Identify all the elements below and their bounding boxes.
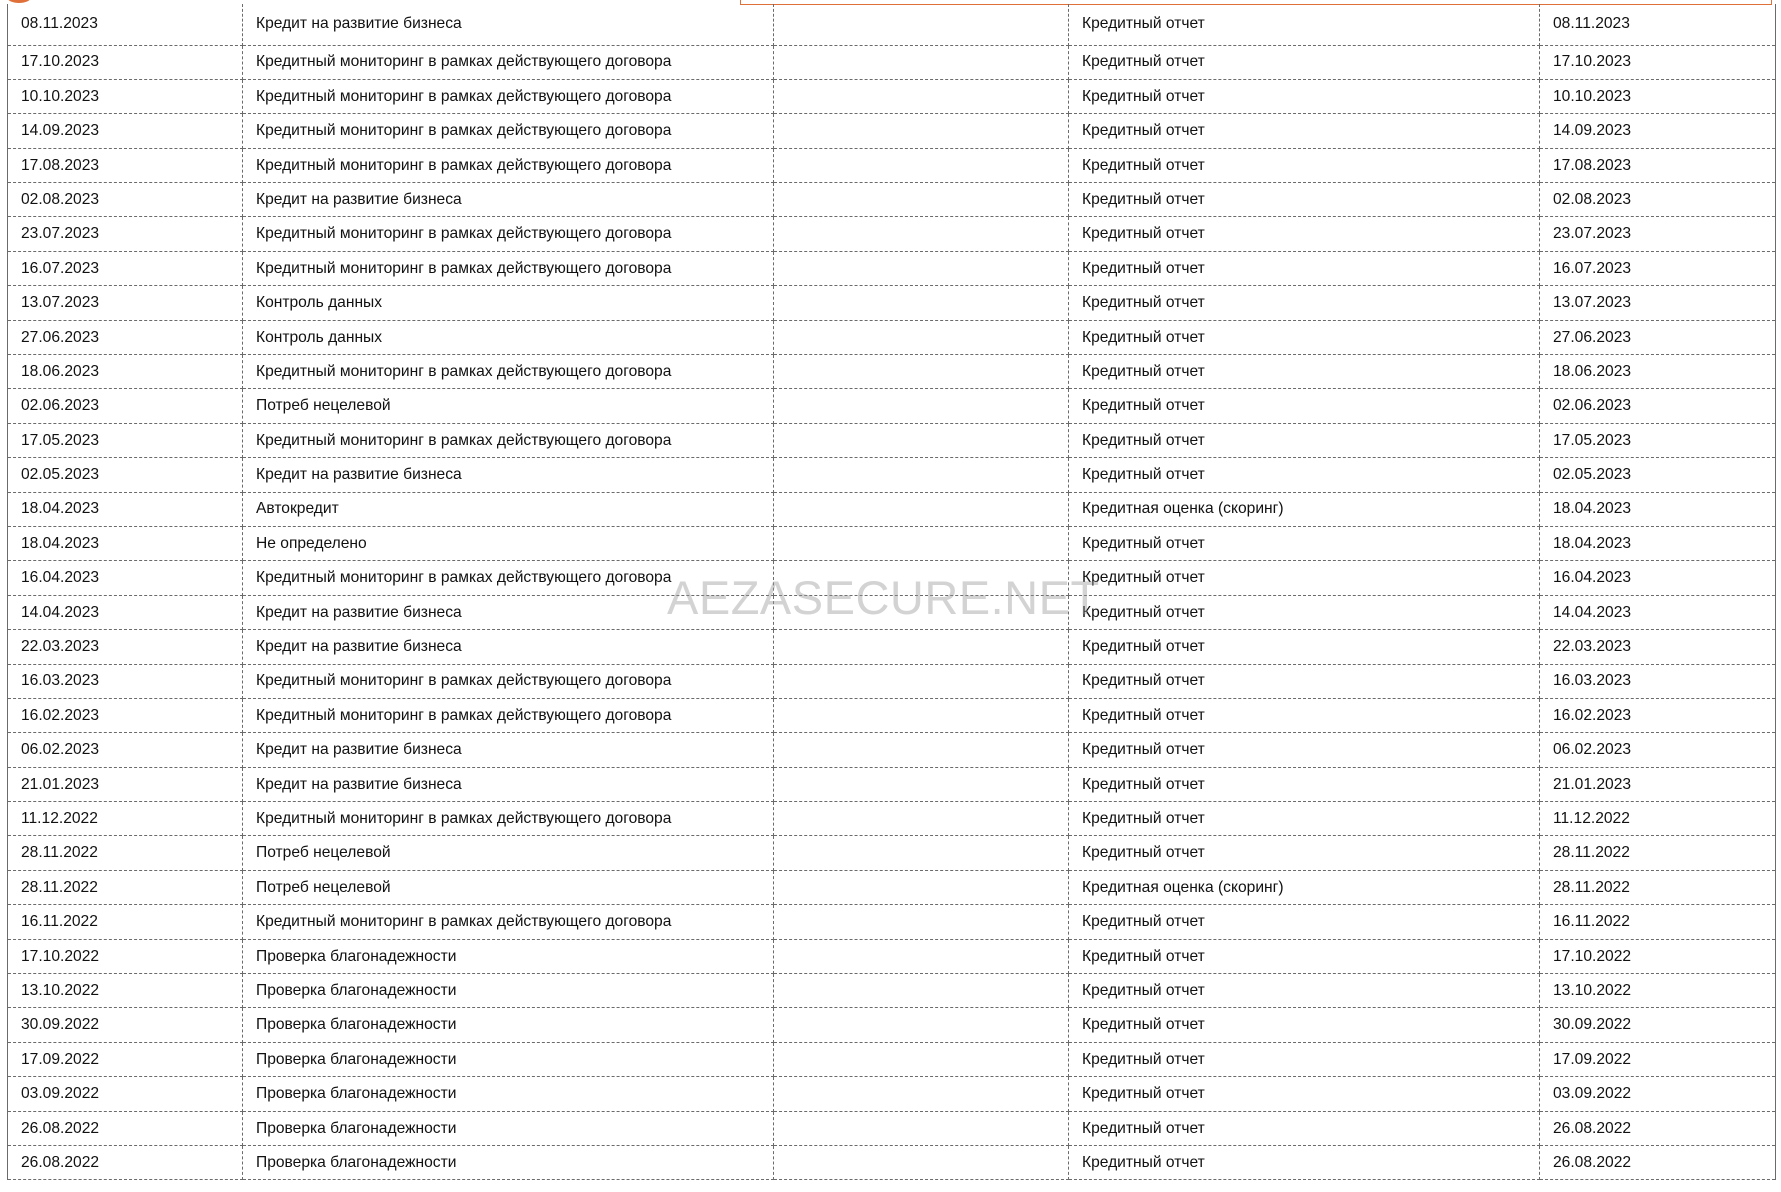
report-type-cell: Кредитный отчет (1069, 939, 1540, 973)
inquiry-extra-cell (774, 79, 1069, 113)
table-row (8, 870, 1776, 904)
report-date-cell: 17.05.2023 (1540, 423, 1776, 457)
inquiry-date-cell: 17.05.2023 (8, 423, 243, 457)
report-type-cell: Кредитный отчет (1069, 183, 1540, 217)
report-type-cell: Кредитный отчет (1069, 905, 1540, 939)
inquiry-purpose-cell: Кредитный мониторинг в рамках действующего договора (243, 802, 774, 836)
inquiry-extra-cell (774, 595, 1069, 629)
report-type-cell: Кредитный отчет (1069, 320, 1540, 354)
inquiry-date-cell: 16.02.2023 (8, 698, 243, 732)
inquiry-extra-cell (774, 45, 1069, 79)
inquiry-extra-cell (774, 458, 1069, 492)
table-row (8, 355, 1776, 389)
inquiry-extra-cell (774, 733, 1069, 767)
inquiry-purpose-cell: Кредитный мониторинг в рамках действующего договора (243, 664, 774, 698)
table-row (8, 630, 1776, 664)
report-type-cell: Кредитный отчет (1069, 802, 1540, 836)
inquiry-extra-cell (774, 664, 1069, 698)
inquiry-purpose-cell: Кредитный мониторинг в рамках действующего договора (243, 423, 774, 457)
table-row (8, 183, 1776, 217)
inquiry-extra-cell (774, 217, 1069, 251)
report-type-cell: Кредитный отчет (1069, 698, 1540, 732)
report-date-cell: 17.09.2022 (1540, 1042, 1776, 1076)
table-row (8, 561, 1776, 595)
inquiry-date-cell: 10.10.2023 (8, 79, 243, 113)
inquiry-extra-cell (774, 836, 1069, 870)
inquiry-purpose-cell: Кредит на развитие бизнеса (243, 733, 774, 767)
inquiry-purpose-cell: Потреб нецелевой (243, 870, 774, 904)
corner-decoration (8, 0, 30, 3)
inquiry-date-cell: 28.11.2022 (8, 836, 243, 870)
table-row (8, 939, 1776, 973)
report-date-cell: 02.08.2023 (1540, 183, 1776, 217)
table-row (8, 286, 1776, 320)
inquiry-date-cell: 28.11.2022 (8, 870, 243, 904)
report-type-cell: Кредитный отчет (1069, 1042, 1540, 1076)
table-row (8, 45, 1776, 79)
report-type-cell: Кредитный отчет (1069, 1008, 1540, 1042)
report-type-cell: Кредитный отчет (1069, 355, 1540, 389)
report-type-cell: Кредитный отчет (1069, 1146, 1540, 1180)
inquiry-purpose-cell: Кредитный мониторинг в рамках действующего договора (243, 561, 774, 595)
inquiry-date-cell: 16.04.2023 (8, 561, 243, 595)
inquiry-extra-cell (774, 767, 1069, 801)
inquiry-extra-cell (774, 355, 1069, 389)
report-type-cell: Кредитный отчет (1069, 526, 1540, 560)
report-date-cell: 16.02.2023 (1540, 698, 1776, 732)
inquiry-extra-cell (774, 1111, 1069, 1145)
inquiry-date-cell: 08.11.2023 (8, 4, 243, 45)
inquiry-extra-cell (774, 4, 1069, 45)
table-row (8, 733, 1776, 767)
report-date-cell: 16.07.2023 (1540, 251, 1776, 285)
inquiry-date-cell: 02.06.2023 (8, 389, 243, 423)
report-date-cell: 18.04.2023 (1540, 526, 1776, 560)
report-type-cell: Кредитный отчет (1069, 217, 1540, 251)
inquiry-extra-cell (774, 905, 1069, 939)
inquiry-purpose-cell: Кредитный мониторинг в рамках действующего договора (243, 251, 774, 285)
inquiry-purpose-cell: Проверка благонадежности (243, 939, 774, 973)
report-type-cell: Кредитный отчет (1069, 1111, 1540, 1145)
inquiry-date-cell: 17.10.2023 (8, 45, 243, 79)
inquiry-purpose-cell: Контроль данных (243, 286, 774, 320)
inquiry-purpose-cell: Кредитный мониторинг в рамках действующего договора (243, 148, 774, 182)
report-date-cell: 23.07.2023 (1540, 217, 1776, 251)
inquiry-date-cell: 22.03.2023 (8, 630, 243, 664)
report-type-cell: Кредитный отчет (1069, 458, 1540, 492)
table-row (8, 1077, 1776, 1111)
table-row (8, 1146, 1776, 1180)
inquiry-date-cell: 02.05.2023 (8, 458, 243, 492)
inquiry-purpose-cell: Не определено (243, 526, 774, 560)
report-type-cell: Кредитный отчет (1069, 733, 1540, 767)
table-row (8, 148, 1776, 182)
table-row (8, 79, 1776, 113)
report-date-cell: 10.10.2023 (1540, 79, 1776, 113)
inquiry-purpose-cell: Кредитный мониторинг в рамках действующего договора (243, 217, 774, 251)
report-date-cell: 18.06.2023 (1540, 355, 1776, 389)
inquiry-date-cell: 18.06.2023 (8, 355, 243, 389)
report-type-cell: Кредитный отчет (1069, 286, 1540, 320)
report-type-cell: Кредитный отчет (1069, 767, 1540, 801)
report-type-cell: Кредитный отчет (1069, 423, 1540, 457)
report-type-cell: Кредитный отчет (1069, 45, 1540, 79)
table-row (8, 4, 1776, 45)
report-date-cell: 16.04.2023 (1540, 561, 1776, 595)
table-row (8, 217, 1776, 251)
report-date-cell: 22.03.2023 (1540, 630, 1776, 664)
inquiry-purpose-cell: Потреб нецелевой (243, 389, 774, 423)
inquiry-date-cell: 14.09.2023 (8, 114, 243, 148)
table-row (8, 595, 1776, 629)
inquiry-extra-cell (774, 148, 1069, 182)
report-type-cell: Кредитный отчет (1069, 251, 1540, 285)
inquiry-date-cell: 18.04.2023 (8, 526, 243, 560)
table-row (8, 389, 1776, 423)
report-date-cell: 02.05.2023 (1540, 458, 1776, 492)
report-type-cell: Кредитный отчет (1069, 79, 1540, 113)
report-date-cell: 17.08.2023 (1540, 148, 1776, 182)
table-row (8, 698, 1776, 732)
report-date-cell: 14.04.2023 (1540, 595, 1776, 629)
report-date-cell: 27.06.2023 (1540, 320, 1776, 354)
report-type-cell: Кредитный отчет (1069, 561, 1540, 595)
table-row (8, 423, 1776, 457)
inquiry-date-cell: 23.07.2023 (8, 217, 243, 251)
report-date-cell: 17.10.2022 (1540, 939, 1776, 973)
report-type-cell: Кредитный отчет (1069, 148, 1540, 182)
report-date-cell: 28.11.2022 (1540, 870, 1776, 904)
inquiry-date-cell: 06.02.2023 (8, 733, 243, 767)
report-type-cell: Кредитный отчет (1069, 630, 1540, 664)
inquiry-date-cell: 16.11.2022 (8, 905, 243, 939)
inquiry-extra-cell (774, 114, 1069, 148)
table-row (8, 1111, 1776, 1145)
inquiry-date-cell: 21.01.2023 (8, 767, 243, 801)
table-row (8, 114, 1776, 148)
table-row (8, 251, 1776, 285)
report-type-cell: Кредитный отчет (1069, 664, 1540, 698)
inquiry-purpose-cell: Автокредит (243, 492, 774, 526)
report-date-cell: 16.03.2023 (1540, 664, 1776, 698)
report-type-cell: Кредитный отчет (1069, 595, 1540, 629)
report-date-cell: 18.04.2023 (1540, 492, 1776, 526)
report-date-cell: 26.08.2022 (1540, 1111, 1776, 1145)
table-row (8, 1008, 1776, 1042)
table-row (8, 320, 1776, 354)
inquiry-date-cell: 30.09.2022 (8, 1008, 243, 1042)
inquiry-date-cell: 16.07.2023 (8, 251, 243, 285)
inquiry-purpose-cell: Кредитный мониторинг в рамках действующего договора (243, 79, 774, 113)
inquiry-extra-cell (774, 974, 1069, 1008)
inquiry-extra-cell (774, 939, 1069, 973)
report-type-cell: Кредитный отчет (1069, 114, 1540, 148)
inquiry-purpose-cell: Кредитный мониторинг в рамках действующего договора (243, 45, 774, 79)
inquiry-date-cell: 17.09.2022 (8, 1042, 243, 1076)
inquiry-purpose-cell: Потреб нецелевой (243, 836, 774, 870)
report-type-cell: Кредитный отчет (1069, 974, 1540, 1008)
inquiry-extra-cell (774, 698, 1069, 732)
inquiry-purpose-cell: Кредит на развитие бизнеса (243, 595, 774, 629)
inquiry-extra-cell (774, 389, 1069, 423)
report-date-cell: 28.11.2022 (1540, 836, 1776, 870)
inquiry-date-cell: 16.03.2023 (8, 664, 243, 698)
inquiry-date-cell: 17.08.2023 (8, 148, 243, 182)
report-type-cell: Кредитная оценка (скоринг) (1069, 492, 1540, 526)
table-row (8, 767, 1776, 801)
inquiry-purpose-cell: Кредитный мониторинг в рамках действующего договора (243, 905, 774, 939)
inquiry-purpose-cell: Кредит на развитие бизнеса (243, 183, 774, 217)
inquiry-date-cell: 02.08.2023 (8, 183, 243, 217)
table-row (8, 458, 1776, 492)
report-date-cell: 13.07.2023 (1540, 286, 1776, 320)
inquiry-purpose-cell: Проверка благонадежности (243, 1111, 774, 1145)
inquiry-purpose-cell: Проверка благонадежности (243, 1042, 774, 1076)
table-row (8, 526, 1776, 560)
inquiry-date-cell: 18.04.2023 (8, 492, 243, 526)
report-date-cell: 17.10.2023 (1540, 45, 1776, 79)
inquiry-date-cell: 11.12.2022 (8, 802, 243, 836)
inquiry-date-cell: 13.07.2023 (8, 286, 243, 320)
inquiry-purpose-cell: Кредит на развитие бизнеса (243, 458, 774, 492)
inquiry-extra-cell (774, 320, 1069, 354)
inquiry-date-cell: 27.06.2023 (8, 320, 243, 354)
inquiry-extra-cell (774, 492, 1069, 526)
inquiry-extra-cell (774, 1042, 1069, 1076)
inquiry-purpose-cell: Кредитный мониторинг в рамках действующего договора (243, 355, 774, 389)
report-date-cell: 13.10.2022 (1540, 974, 1776, 1008)
report-date-cell: 03.09.2022 (1540, 1077, 1776, 1111)
table-row (8, 492, 1776, 526)
inquiry-extra-cell (774, 1008, 1069, 1042)
report-date-cell: 16.11.2022 (1540, 905, 1776, 939)
inquiry-extra-cell (774, 251, 1069, 285)
inquiry-extra-cell (774, 286, 1069, 320)
report-date-cell: 14.09.2023 (1540, 114, 1776, 148)
table-row (8, 905, 1776, 939)
report-type-cell: Кредитный отчет (1069, 1077, 1540, 1111)
inquiry-date-cell: 13.10.2022 (8, 974, 243, 1008)
table-row (8, 664, 1776, 698)
watermark: AEZASECURE.NET (667, 571, 1100, 624)
inquiry-purpose-cell: Контроль данных (243, 320, 774, 354)
report-type-cell: Кредитная оценка (скоринг) (1069, 870, 1540, 904)
inquiry-purpose-cell: Проверка благонадежности (243, 1008, 774, 1042)
inquiry-extra-cell (774, 183, 1069, 217)
report-date-cell: 11.12.2022 (1540, 802, 1776, 836)
table-row (8, 974, 1776, 1008)
inquiry-purpose-cell: Кредит на развитие бизнеса (243, 630, 774, 664)
inquiry-extra-cell (774, 1077, 1069, 1111)
report-date-cell: 26.08.2022 (1540, 1146, 1776, 1180)
report-type-cell: Кредитный отчет (1069, 4, 1540, 45)
inquiry-extra-cell (774, 802, 1069, 836)
inquiry-date-cell: 26.08.2022 (8, 1146, 243, 1180)
credit-inquiries-table (7, 4, 1776, 1180)
table-body (8, 4, 1776, 1180)
inquiry-extra-cell (774, 630, 1069, 664)
inquiry-extra-cell (774, 526, 1069, 560)
report-date-cell: 08.11.2023 (1540, 4, 1776, 45)
inquiry-purpose-cell: Проверка благонадежности (243, 1077, 774, 1111)
inquiry-purpose-cell: Кредитный мониторинг в рамках действующего договора (243, 114, 774, 148)
report-date-cell: 21.01.2023 (1540, 767, 1776, 801)
report-type-cell: Кредитный отчет (1069, 836, 1540, 870)
inquiry-purpose-cell: Кредит на развитие бизнеса (243, 4, 774, 45)
inquiry-purpose-cell: Проверка благонадежности (243, 974, 774, 1008)
table-row (8, 836, 1776, 870)
table-row (8, 802, 1776, 836)
inquiry-extra-cell (774, 870, 1069, 904)
inquiry-date-cell: 26.08.2022 (8, 1111, 243, 1145)
inquiry-purpose-cell: Проверка благонадежности (243, 1146, 774, 1180)
inquiry-extra-cell (774, 1146, 1069, 1180)
table-row (8, 1042, 1776, 1076)
inquiry-purpose-cell: Кредитный мониторинг в рамках действующего договора (243, 698, 774, 732)
report-date-cell: 30.09.2022 (1540, 1008, 1776, 1042)
inquiry-extra-cell (774, 423, 1069, 457)
inquiry-date-cell: 03.09.2022 (8, 1077, 243, 1111)
report-date-cell: 02.06.2023 (1540, 389, 1776, 423)
inquiry-date-cell: 14.04.2023 (8, 595, 243, 629)
inquiry-date-cell: 17.10.2022 (8, 939, 243, 973)
inquiry-purpose-cell: Кредит на развитие бизнеса (243, 767, 774, 801)
report-date-cell: 06.02.2023 (1540, 733, 1776, 767)
report-type-cell: Кредитный отчет (1069, 389, 1540, 423)
inquiry-extra-cell (774, 561, 1069, 595)
